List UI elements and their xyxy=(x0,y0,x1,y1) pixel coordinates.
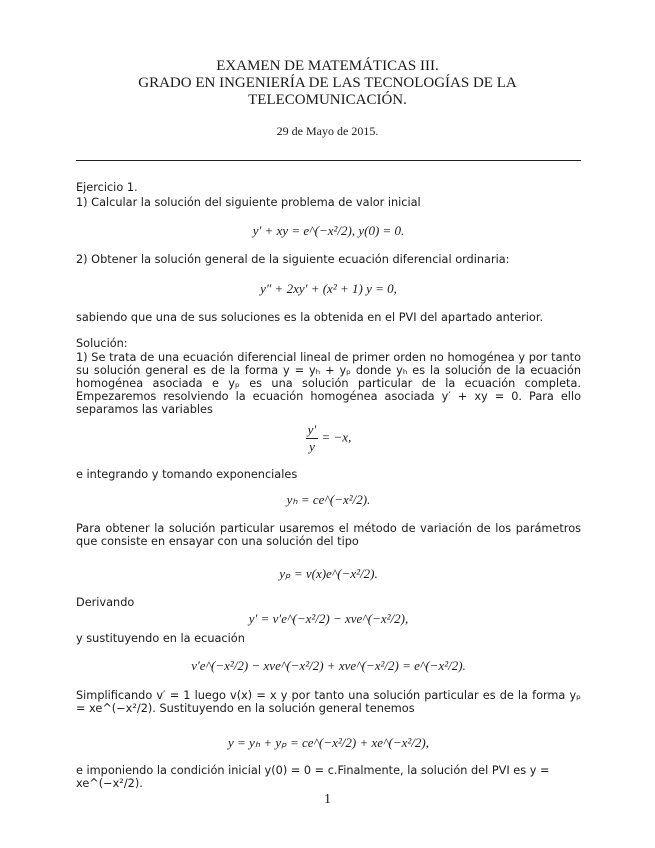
title-line-1: EXAMEN DE MATEMÁTICAS III. xyxy=(216,58,439,74)
exercise-part2-note: sabiendo que una de sus soluciones es la obtenida en el PVI del apartado anterior. xyxy=(76,311,544,324)
equation-yh: yₕ = ce^(−x²/2). xyxy=(286,492,371,507)
exercise-heading: Ejercicio 1. xyxy=(76,181,138,194)
fraction-numerator: y′ xyxy=(307,422,317,437)
equation-general-solution: y = yₕ + yₚ = ce^(−x²/2) + xe^(−x²/2), xyxy=(228,735,429,750)
exercise-part1: 1) Calcular la solución del siguiente problema de valor inicial xyxy=(76,196,421,209)
equation-yp: yₚ = v(x)e^(−x²/2). xyxy=(279,566,378,581)
title-line-3: TELECOMUNICACIÓN. xyxy=(248,92,407,108)
fraction-denominator: y xyxy=(309,439,315,454)
exercise-part2: 2) Obtener la solución general de la siguiente ecuación diferencial ordinaria: xyxy=(76,253,510,266)
equation-derivative: y′ = v′e^(−x²/2) − xve^(−x²/2), xyxy=(248,611,409,626)
page-number: 1 xyxy=(324,792,331,807)
solution-paragraph-2: Para obtener la solución particular usaremos el método de variación de los parámetros que consiste en ensayar con una solución del tipo xyxy=(76,522,581,548)
equation-pvi: y′ + xy = e^(−x²/2), y(0) = 0. xyxy=(252,223,405,238)
header-divider xyxy=(76,160,581,161)
equation-separated xyxy=(76,422,581,455)
exam-date: 29 de Mayo de 2015. xyxy=(276,124,379,138)
equation-substitution: v′e^(−x²/2) − xve^(−x²/2) + xve^(−x²/2) = e^(−x²/2). xyxy=(191,658,466,673)
solution-paragraph-4: e imponiendo la condición inicial y(0) = 0 = c.Finalmente, la solución del PVI es y = xe^(−x²/2). xyxy=(76,764,550,790)
solution-paragraph-3: Simplificando v′ = 1 luego v(x) = x y por tanto una solución particular es de la forma yₚ = xe^(−x²/2). Sustituyendo en la solución general tenemos xyxy=(76,689,581,715)
text-integrando: e integrando y tomando exponenciales xyxy=(76,468,298,481)
solution-heading: Solución: xyxy=(76,337,128,350)
equation-separated-rhs: = −x, xyxy=(321,429,352,445)
fraction-yprime-over-y xyxy=(306,422,319,455)
text-sustituyendo: y sustituyendo en la ecuación xyxy=(76,632,245,645)
title-line-2: GRADO EN INGENIERÍA DE LAS TECNOLOGÍAS DE LA xyxy=(138,75,517,91)
solution-paragraph-1: 1) Se trata de una ecuación diferencial lineal de primer orden no homogénea y por tanto su solución general es de la forma y = yₕ + yₚ donde yₕ es la solución de la ecuación homogénea asociada e yₚ es una solución particular de la ecuación completa. Empezaremos resolviendo la ecuación homogénea asociada y′ + xy = 0. Para ello separamos las variables xyxy=(76,351,581,416)
text-derivando: Derivando xyxy=(76,596,135,609)
equation-ode: y″ + 2xy′ + (x² + 1) y = 0, xyxy=(260,281,397,296)
